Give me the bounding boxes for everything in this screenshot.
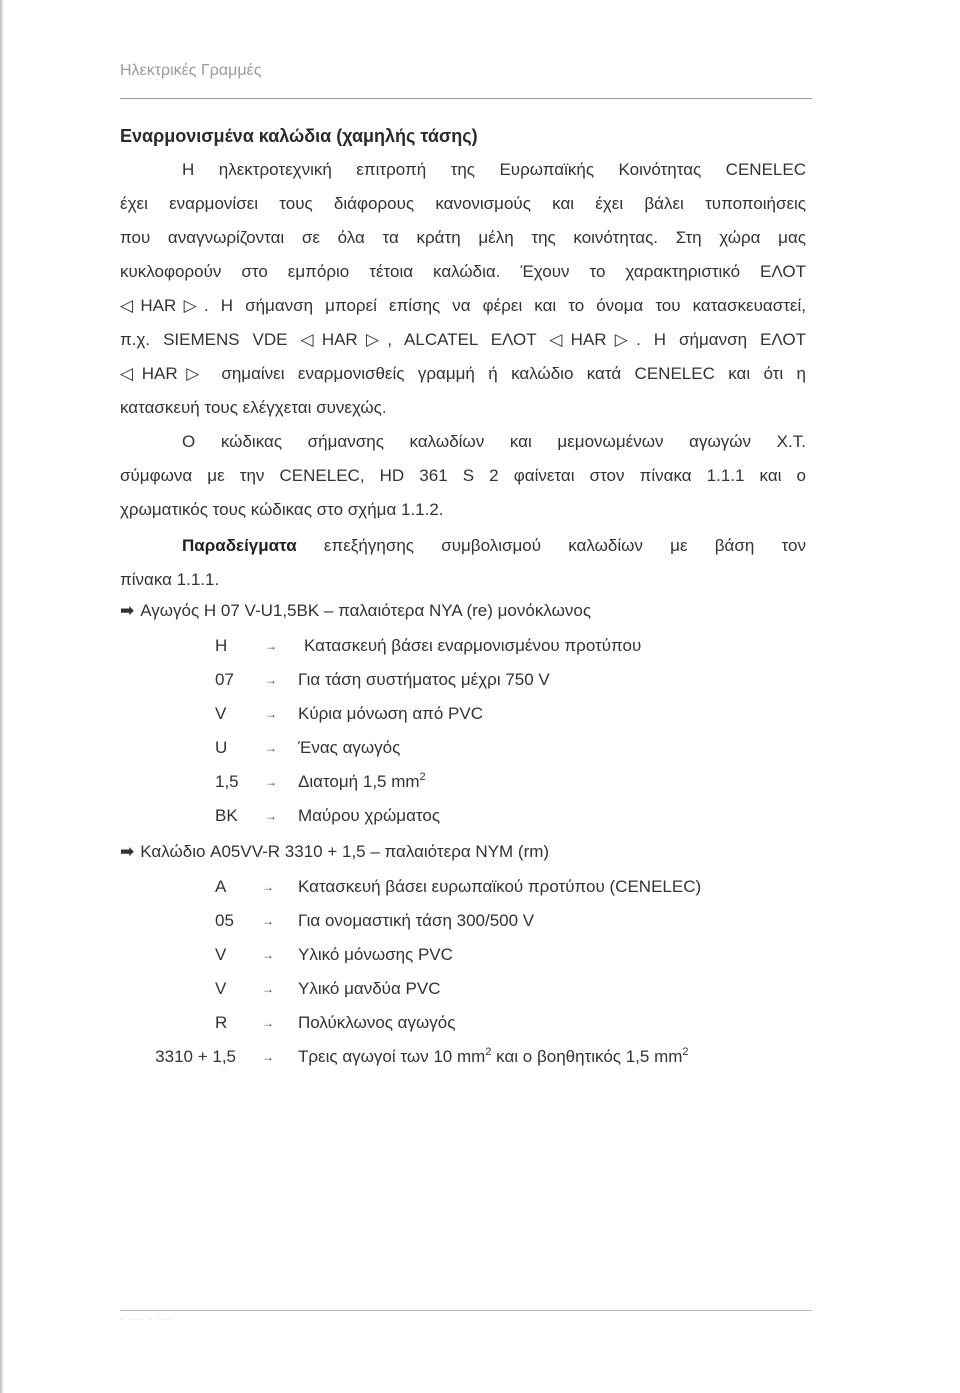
- paragraph-line: κυκλοφορούν στο εμπόριο τέτοια καλώδια. Έχουν το χαρακτηριστικό ΕΛΟΤ: [120, 262, 806, 281]
- footer-rule: [120, 1310, 812, 1311]
- code-description: Κατασκευή βάσει εναρμονισμένου προτύπου: [304, 636, 642, 655]
- right-arrow-icon: →: [265, 809, 277, 823]
- code-label: V: [215, 979, 227, 998]
- code-description: Για ονομαστική τάση 300/500 V: [298, 911, 535, 930]
- superscript: 2: [682, 1046, 689, 1058]
- paragraph-examples: [120, 529, 806, 597]
- paragraph-line: κατασκευή τους ελέγχεται συνεχώς.: [120, 398, 387, 417]
- examples-text: επεξήγησης συμβολισμού καλωδίων με βάση τον: [323, 536, 806, 555]
- code-label: 3310 + 1,5: [155, 1047, 236, 1066]
- paragraph-line: χρωματικός τους κώδικας στο σχήμα 1.1.2.: [120, 500, 444, 519]
- code-label: 07: [215, 670, 234, 689]
- header-rule: [120, 98, 812, 99]
- code-label: V: [215, 704, 227, 723]
- scan-edge-shadow: [0, 0, 4, 1393]
- example-2-heading: [120, 842, 549, 862]
- right-arrow-icon: →: [265, 775, 277, 789]
- description-text: και ο βοηθητικός 1,5 mm: [491, 1047, 683, 1066]
- code-description: Κύρια μόνωση από PVC: [298, 704, 484, 723]
- code-label: A: [215, 877, 227, 896]
- right-arrow-icon: →: [262, 1050, 274, 1064]
- paragraph-intro: [120, 153, 806, 425]
- right-arrow-icon: →: [262, 948, 274, 962]
- code-label: V: [215, 945, 227, 964]
- paragraph-line: Η ηλεκτροτεχνική επιτροπή της Ευρωπαϊκής Κοινότητας CENELEC: [182, 160, 806, 179]
- right-arrow-icon: →: [262, 880, 274, 894]
- code-label: BK: [215, 806, 238, 825]
- code-label: 1,5: [215, 772, 239, 791]
- paragraph-line: έχει εναρμονίσει τους διάφορους κανονισμούς και έχει βάλει τυποποιήσεις: [120, 194, 806, 213]
- description-text: Τρεις αγωγοί των 10 mm: [298, 1047, 486, 1066]
- section-title: Εναρμονισμένα καλώδια (χαμηλής τάσης): [120, 126, 478, 146]
- right-arrow-icon: →: [265, 673, 277, 687]
- code-description: [298, 772, 426, 792]
- bullet-arrow-icon: ➡: [120, 842, 135, 861]
- bullet-arrow-icon: ➡: [120, 601, 135, 620]
- superscript: 2: [485, 1046, 492, 1058]
- code-description: [298, 1047, 689, 1067]
- code-label: 05: [215, 911, 234, 930]
- paragraph-line: π.χ. SIEMENS VDE ◁HAR▷, ALCATEL ΕΛΟΤ ◁HAR▷. Η σήμανση ΕΛΟΤ: [120, 330, 806, 349]
- code-description: Μαύρου χρώματος: [298, 806, 441, 825]
- code-description: Υλικό μόνωσης PVC: [298, 945, 453, 964]
- right-arrow-icon: →: [265, 639, 277, 653]
- paragraph-line: Ο κώδικας σήμανσης καλωδίων και μεμονωμένων αγωγών Χ.Τ.: [182, 432, 806, 451]
- paragraph-line: ◁HAR▷. Η σήμανση μπορεί επίσης να φέρει και το όνομα του κατασκευαστεί,: [120, 296, 806, 315]
- footer-page-marker: · ··· · ···: [120, 1314, 174, 1324]
- code-description: Ένας αγωγός: [298, 738, 401, 757]
- right-arrow-icon: →: [262, 1016, 274, 1030]
- examples-bold-label: Παραδείγματα: [182, 536, 297, 555]
- right-arrow-icon: →: [262, 914, 274, 928]
- paragraph-line: ◁HAR▷ σημαίνει εναρμονισθείς γραμμή ή καλώδιο κατά CENELEC και ότι η: [120, 364, 806, 383]
- paragraph-line: που αναγνωρίζονται σε όλα τα κράτη μέλη της κοινότητας. Στη χώρα μας: [120, 228, 806, 247]
- code-description: Για τάση συστήματος μέχρι 750 V: [298, 670, 550, 689]
- right-arrow-icon: →: [265, 741, 277, 755]
- example-2-title: Καλώδιο A05VV-R 3310 + 1,5 – παλαιότερα NYM (rm): [140, 842, 550, 861]
- code-description: Κατασκευή βάσει ευρωπαϊκού προτύπου (CENELEC): [298, 877, 702, 896]
- code-description: Υλικό μανδύα PVC: [298, 979, 441, 998]
- paragraph-line: σύμφωνα με την CENELEC, HD 361 S 2 φαίνεται στον πίνακα 1.1.1 και ο: [120, 466, 806, 485]
- superscript: 2: [419, 771, 426, 783]
- code-label: U: [215, 738, 228, 757]
- paragraph-coding: [120, 425, 806, 527]
- code-label: H: [215, 636, 228, 655]
- right-arrow-icon: →: [262, 982, 274, 996]
- example-1-heading: [120, 601, 591, 621]
- description-text: Διατομή 1,5 mm: [298, 772, 420, 791]
- code-description: Πολύκλωνος αγωγός: [298, 1013, 456, 1032]
- code-label: R: [215, 1013, 228, 1032]
- running-header: Ηλεκτρικές Γραμμές: [120, 62, 262, 79]
- example-1-title: Αγωγός H 07 V-U1,5BK – παλαιότερα NYA (re) μονόκλωνος: [140, 601, 592, 620]
- paragraph-line: πίνακα 1.1.1.: [120, 570, 220, 589]
- paragraph-line: [120, 529, 806, 563]
- right-arrow-icon: →: [265, 707, 277, 721]
